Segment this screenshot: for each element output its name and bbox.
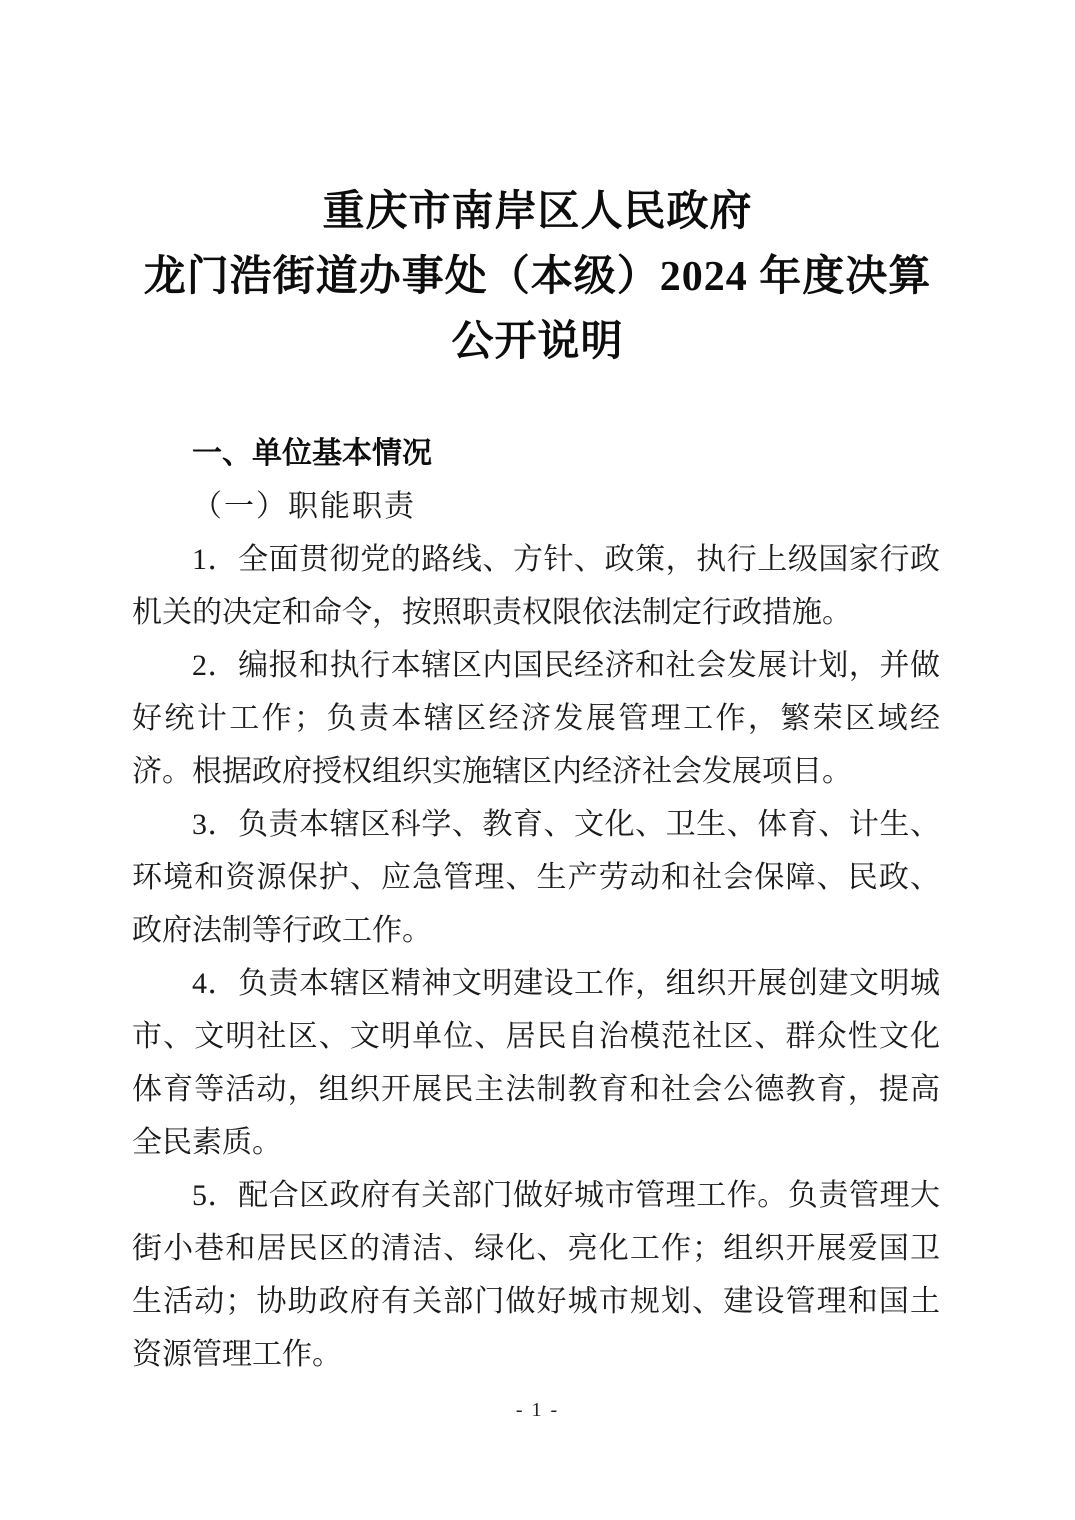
paragraph-duty-1: 1．全面贯彻党的路线、方针、政策，执行上级国家行政机关的决定和命令，按照职责权限依法制定行政措施。 [132, 543, 940, 629]
paragraph-duty-2: 2．编报和执行本辖区内国民经济和社会发展计划，并做好统计工作；负责本辖区经济发展管理工作，繁荣区域经济。根据政府授权组织实施辖区内经济社会发展项目。 [132, 649, 940, 788]
paragraph-duty-3: 3．负责本辖区科学、教育、文化、卫生、体育、计生、环境和资源保护、应急管理、生产劳动和社会保障、民政、政府法制等行政工作。 [132, 808, 940, 947]
paragraph-duty-5: 5．配合区政府有关部门做好城市管理工作。负责管理大街小巷和居民区的清洁、绿化、亮化工作；组织开展爱国卫生活动；协助政府有关部门做好城市规划、建设管理和国土资源管理工作。 [132, 1179, 940, 1371]
page-footer [0, 1398, 1075, 1422]
title-line-2: 龙门浩街道办事处（本级）2024 年度决算 [143, 254, 932, 300]
page-number: - 1 - [515, 1399, 560, 1421]
document-title [0, 0, 1075, 375]
section-heading-basic-information: 一、单位基本情况 [192, 437, 432, 470]
title-line-1: 重庆市南岸区人民政府 [322, 189, 753, 235]
title-line-3: 公开说明 [451, 319, 624, 365]
paragraph-duty-4: 4．负责本辖区精神文明建设工作，组织开展创建文明城市、文明社区、文明单位、居民自治模范社区、群众性文化体育等活动，组织开展民主法制教育和社会公德教育，提高全民素质。 [132, 967, 940, 1159]
document-body [0, 427, 1075, 1381]
subsection-heading-duties: （一）职能职责 [192, 490, 416, 523]
